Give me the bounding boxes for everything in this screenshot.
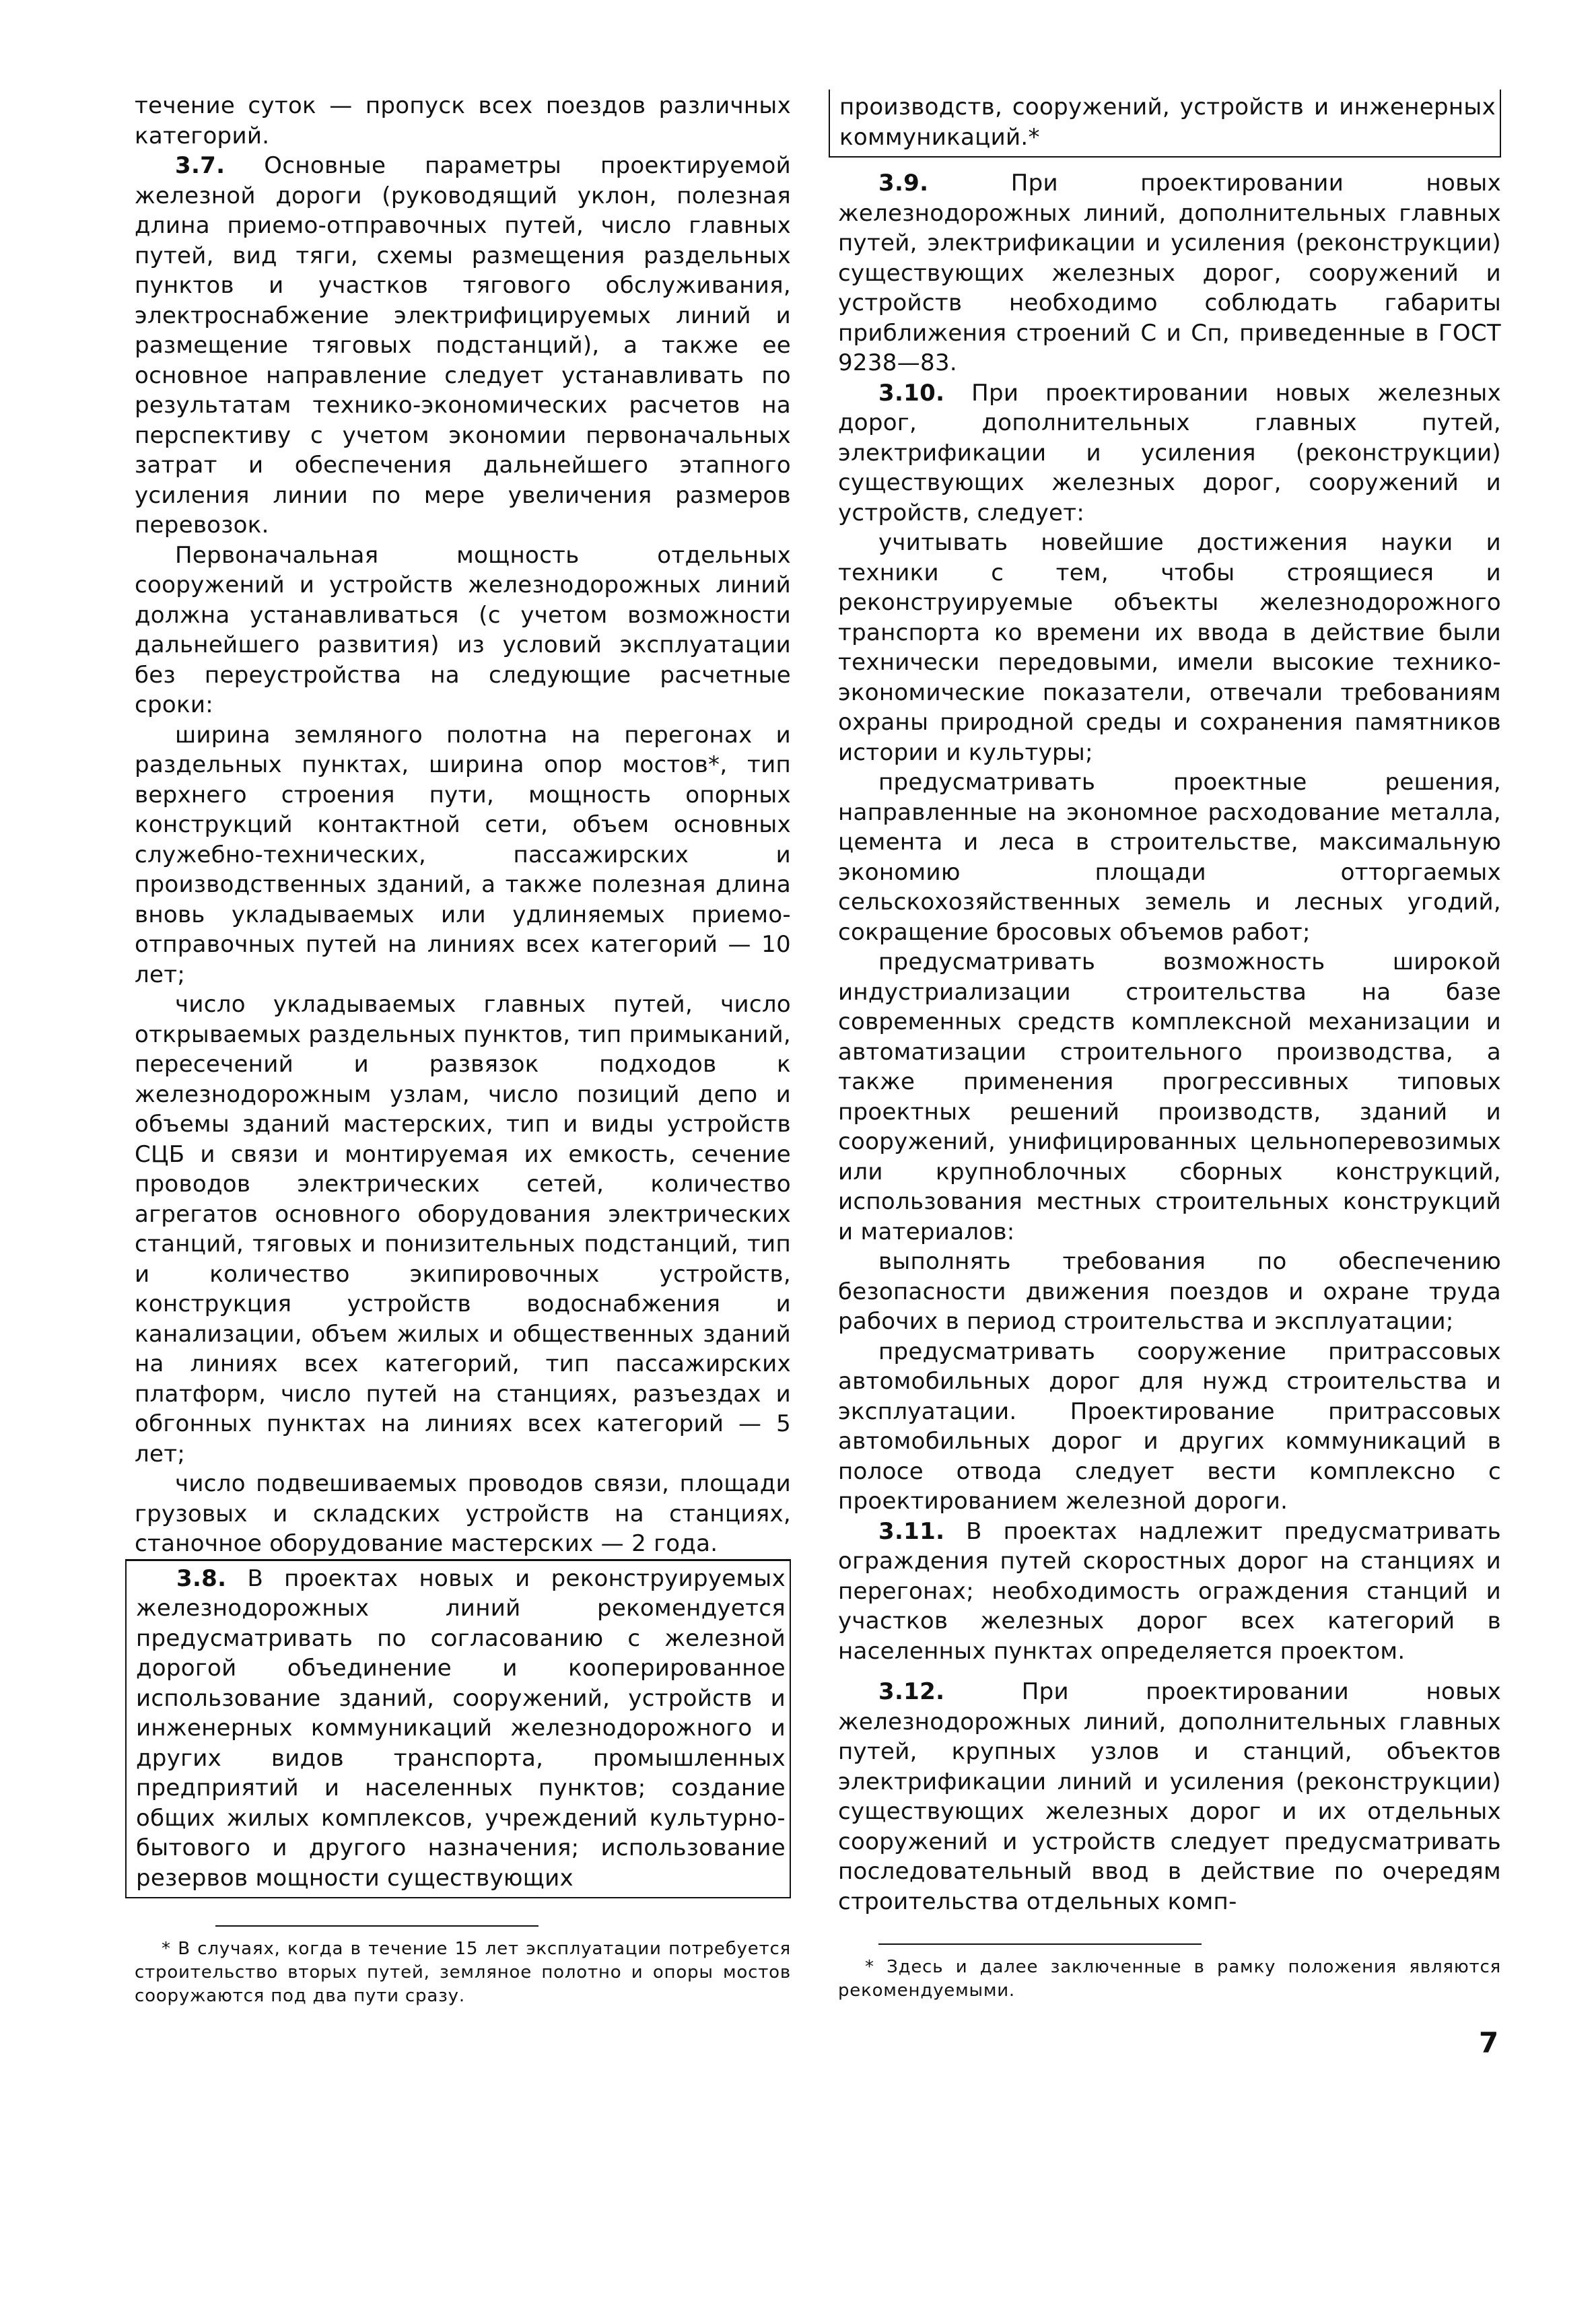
clause-number: 3.9.: [878, 170, 929, 197]
list-item-2: предусматривать проектные решения, направленные на экономное расходование металла, цемента и леса в строительстве, максимальную экономию площади отторгаемых сельскохозяйственных земель и лесных угодий, сокращение бросовых объемов работ;: [838, 769, 1501, 946]
list-item-5: предусматривать сооружение притрассовых автомобильных дорог для нужд строительства и эксплуатации. Проектирование притрассовых автомобильных дорог и других коммуникаций в полосе отвода следует вести комплексно с проектированием железной дороги.: [838, 1338, 1501, 1515]
clause-text: При проектировании новых железных дорог, дополнительных главных путей, электрификации и усиления (реконструкции) существующих железных дорог, сооружений и устройств, следует:: [838, 379, 1501, 526]
recommended-box-3-8: [125, 1559, 791, 1899]
paragraph-3-9: [838, 168, 1501, 378]
paragraph-3-12: [838, 1677, 1501, 1917]
clause-number: 3.12.: [878, 1678, 945, 1705]
clause-number: 3.8.: [176, 1564, 227, 1592]
term-10-years: ширина земляного полотна на перегонах и раздельных пунктах, ширина опор мостов*, тип верхнего строения пути, мощность опорных конструкций контактной сети, объем основных служебно-технических, пассажирских и производственных зданий, а также полезная длина вновь укладываемых или удлиняемых приемо-отправочных путей на линиях всех категорий — 10 лет;: [135, 721, 791, 988]
clause-text: При проектировании новых железнодорожных линий, дополнительных главных путей, крупных узлов и станций, объектов электрификации линий и усиления (реконструкции) существующих железных дорог и их отдельных сооружений и устройств следует предусматривать последовательный ввод в действие по очередям строительства отдельных комп-: [838, 1678, 1501, 1915]
recommended-box-continuation: [829, 90, 1501, 158]
paragraph-3-8: [136, 1564, 786, 1894]
paragraph-initial-capacity: Первоначальная мощность отдельных сооружений и устройств железнодорожных линий должна устанавливаться (с учетом возможности дальнейшего развития) из условий эксплуатации без переустройства на следующие расчетные сроки:: [135, 541, 791, 718]
footnote-divider: [878, 1943, 1202, 1945]
footnote-left: * В случаях, когда в течение 15 лет эксплуатации потребуется строительство вторых путей, земляное полотно и опоры мостов сооружаются под два пути сразу.: [135, 1939, 791, 2006]
paragraph-3-11: [838, 1517, 1501, 1667]
list-item-3: предусматривать возможность широкой индустриализации строительства на базе современных средств комплексной механизации и автоматизации строительного производства, а также применения прогрессивных типовых проектных решений производств, зданий и сооружений, унифицированных цельноперевозимых или крупноблочных сборных конструкций, использования местных строительных конструкций и материалов:: [838, 949, 1501, 1245]
term-2-years: число подвешиваемых проводов связи, площади грузовых и складских устройств на станциях, станочное оборудование мастерских — 2 года.: [135, 1470, 791, 1557]
spacer: [838, 158, 1501, 168]
left-column: [135, 91, 791, 2008]
clause-number: 3.11.: [878, 1517, 945, 1545]
footnote-divider: [215, 1925, 539, 1927]
list-item-4: выполнять требования по обеспечению безопасности движения поездов и охране труда рабочих в период строительства и эксплуатации;: [838, 1248, 1501, 1335]
paragraph-3-7: [135, 151, 791, 541]
spacer: [838, 1666, 1501, 1677]
clause-number: 3.10.: [878, 379, 945, 407]
paragraph-3-10: [838, 378, 1501, 528]
paragraph-continuation: течение суток — пропуск всех поездов различных категорий.: [135, 92, 791, 149]
clause-text: В проектах надлежит предусматривать ограждения путей скоростных дорог на станциях и перегонах; необходимость ограждения станций и участков железных дорог всех категорий в населенных пунктах определяется проектом.: [838, 1517, 1501, 1665]
clause-text: Основные параметры проектируемой железной дороги (руководящий уклон, полезная длина приемо-отправочных путей, число главных путей, вид тяги, схемы размещения раздельных пунктов и участков тягового обслуживания, электроснабжение электрифицируемых линий и размещение тяговых подстанций), а также ее основное направление следует устанавливать по результатам технико-экономических расчетов на перспективу с учетом экономии первоначальных затрат и обеспечения дальнейшего этапного усиления линии по мере увеличения размеров перевозок.: [135, 152, 791, 539]
page-number: 7: [1479, 2026, 1499, 2059]
clause-number: 3.7.: [175, 152, 225, 179]
term-5-years: число укладываемых главных путей, число открываемых раздельных пунктов, тип примыканий, пересечений и развязок подходов к железнодорожным узлам, число позиций депо и объемы зданий мастерских, тип и виды устройств СЦБ и связи и монтируемая их емкость, сечение проводов электрических сетей, количество агрегатов основного оборудования электрических станций, тяговых и понизительных подстанций, тип и количество экипировочных устройств, конструкция устройств водоснабжения и канализации, объем жилых и общественных зданий на линиях всех категорий, тип пассажирских платформ, число путей на станциях, разъездах и обгонных пунктах на линиях всех категорий — 5 лет;: [135, 991, 791, 1468]
clause-text: В проектах новых и реконструируемых железнодорожных линий рекомендуется предусматривать по согласованию с железной дорогой объединение и кооперированное использование зданий, сооружений, устройств и инженерных коммуникаций железнодорожного и других видов транспорта, промышленных предприятий и населенных пунктов; создание общих жилых комплексов, учреждений культурно-бытового и другого назначения; использование резервов мощности существующих: [136, 1564, 786, 1892]
right-column: [838, 91, 1501, 2003]
list-item-1: учитывать новейшие достижения науки и техники с тем, чтобы строящиеся и реконструируемые объекты железнодорожного транспорта ко времени их ввода в действие были технически передовыми, имели высокие технико-экономические показатели, отвечали требованиям охраны природной среды и сохранения памятников истории и культуры;: [838, 529, 1501, 766]
clause-text: При проектировании новых железнодорожных линий, дополнительных главных путей, электрификации и усиления (реконструкции) существующих железных дорог, сооружений и устройств необходимо соблюдать габариты приближения строений С и Сп, приведенные в ГОСТ 9238—83.: [838, 170, 1501, 376]
footnote-right: * Здесь и далее заключенные в рамку положения являются рекомендуемыми.: [838, 1957, 1501, 2001]
box-continuation-text: производств, сооружений, устройств и инженерных коммуникаций.*: [839, 94, 1496, 151]
